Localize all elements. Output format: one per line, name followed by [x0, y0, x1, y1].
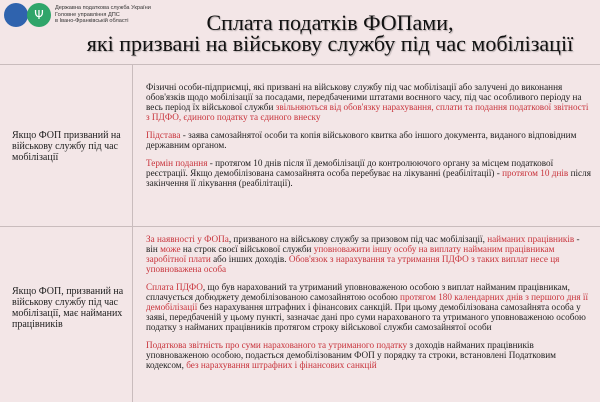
- organization-name: Державна податкова служба України Головне управління ДПС в Івано-Франківській області: [55, 5, 151, 25]
- highlighted-text: Термін подання: [146, 158, 208, 168]
- trident-icon: Ψ: [27, 3, 51, 27]
- row-1-content: [146, 82, 592, 196]
- text: без нарахування штрафних і фінансових санкцій. При цьому демобілізована самозайнята особа у заяві, передбаченій у цьому пункті, зазначає дані про суми нарахованого та утриманого уповноваженою особою податку з найманих працівників протягом строку військової служби самозайнятої особи: [146, 302, 586, 332]
- row-2-content: [146, 234, 592, 378]
- paragraph: [146, 340, 592, 370]
- highlighted-text: Податкова звітність про суми нарахованого та утриманого податку: [146, 340, 408, 350]
- highlighted-text: найманих працівників: [487, 234, 575, 244]
- paragraph: [146, 158, 592, 188]
- row-1-label: Якщо ФОП призваний на військову службу під час мобілізації: [12, 130, 121, 163]
- highlighted-text: Підстава: [146, 130, 181, 140]
- text: , призваного на військову службу за призовом під час мобілізації,: [228, 234, 488, 244]
- paragraph: [146, 82, 592, 122]
- highlighted-text: уповноважити іншу особу на виплату найманим працівникам заробітної плати: [146, 244, 555, 264]
- text: - він: [146, 234, 580, 254]
- divider: [0, 64, 600, 65]
- highlighted-text: без нарахування штрафних і фінансових санкцій: [186, 360, 377, 370]
- paragraph: [146, 282, 592, 332]
- highlighted-text: звільняються від обов'язку нарахування, сплати та подання податкової звітності з ПДФО, єдиного податку та єдиного внеску: [146, 102, 589, 122]
- paragraph: [146, 130, 592, 150]
- highlighted-text: Обов'язок з нарахування та утримання ПДФО з таких виплат несе ця уповноважена особа: [146, 254, 560, 274]
- header: [0, 0, 600, 62]
- highlighted-text: протягом 10 днів: [502, 168, 569, 178]
- text: , що був нарахований та утриманий уповноваженою особою з виплат найманим працівникам, сплачується добюджету демобілізованою самозайнятою особою: [146, 282, 570, 302]
- highlighted-text: Сплата ПДФО: [146, 282, 203, 292]
- divider: [0, 226, 600, 227]
- paragraph: [146, 234, 592, 274]
- page-title: Сплата податків ФОПами, які призвані на військову службу під час мобілізації: [86, 10, 574, 56]
- text: на строк своєї військової служби: [180, 244, 314, 254]
- row-2-label: Якщо ФОП, призваний на військову службу під час мобілізації, має найманих працівників: [12, 286, 124, 330]
- text: - протягом 10 днів після її демобілізації до контролюючого органу за місцем податкової реєстрації. Якщо демобілізована самозайнята особа перебуває на лікуванні (реабілітації) -: [146, 158, 554, 178]
- highlighted-text: За наявності у ФОПа: [146, 234, 229, 244]
- highlighted-text: може: [160, 244, 181, 254]
- text: після закінчення її лікування (реабілітації).: [146, 168, 591, 188]
- highlighted-text: протягом 180 календарних днів з першого дня її демобілізації: [146, 292, 589, 312]
- text: з доходів найманих працівників уповноваженою особою, подається демобілізованим ФОП у порядку та строки, встановлені Податковим кодексом,: [146, 340, 556, 370]
- text: - заява самозайнятої особи та копія військового квитка або іншого документа, виданого відповідним державним органом.: [146, 130, 577, 150]
- text: або інших доходів.: [210, 254, 289, 264]
- blue-circle-icon: [4, 3, 28, 27]
- text: Фізичні особи-підприємці, які призвані на військову службу під час мобілізації або залучені до виконання обов'язків щодо мобілізації за посадами, передбаченими штатами воєнного часу, під час особливого періоду на весь період їх військової служби: [146, 82, 582, 112]
- column-divider: [132, 64, 133, 402]
